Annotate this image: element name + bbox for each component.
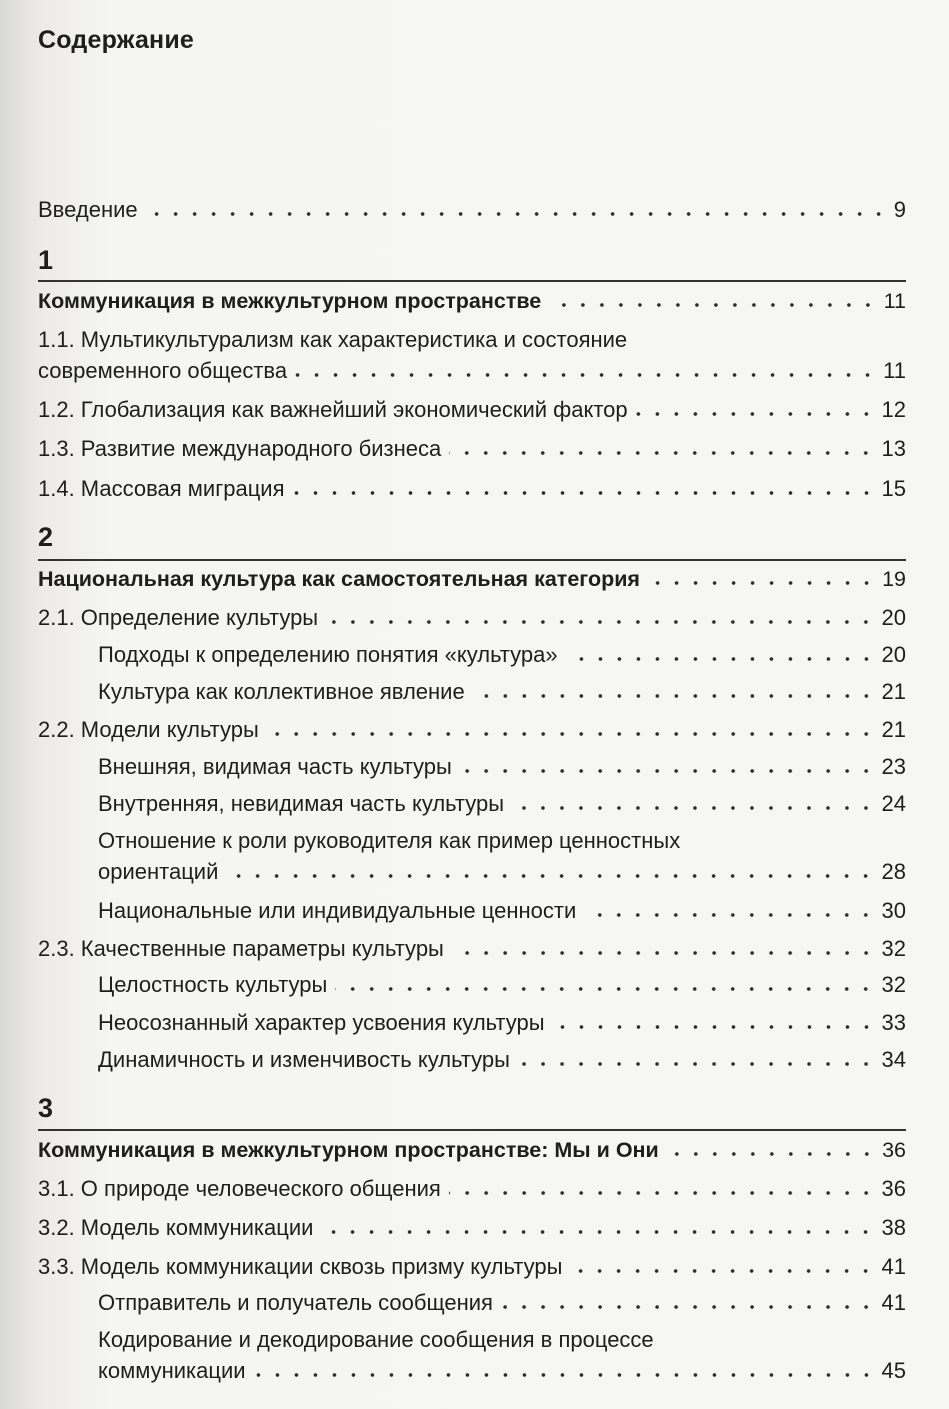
dot-leader [501,1305,876,1309]
toc-entry-label: коммуникации [98,1358,246,1383]
toc-page-number: 13 [881,436,906,461]
toc-page-number: 28 [881,859,906,884]
toc-entry-label: 2.1. Определение культуры [38,605,319,630]
dot-leader [636,412,876,416]
toc-page-number: 21 [881,717,906,742]
dot-leader [321,1230,875,1234]
dot-leader [667,1152,876,1156]
chapter-divider [38,559,906,561]
toc-entry[interactable] [38,1174,906,1204]
toc-entry[interactable] [38,1252,906,1282]
dot-leader [254,1373,876,1377]
chapter-heading-label: Национальная культура как самостоятельная категория [38,567,640,591]
toc-subentry[interactable] [98,896,906,926]
toc-page-number: 36 [881,1176,906,1201]
chapter-heading-label: Коммуникация в межкультурном пространстве: Мы и Они [38,1138,659,1162]
toc-entry-label: 1.4. Массовая миграция [38,476,285,501]
dot-leader [146,212,888,216]
toc-entry[interactable] [38,715,906,745]
dot-leader [267,732,876,736]
toc-entry-label: Динамичность и изменчивость культуры [98,1047,510,1072]
toc-page-number: 32 [881,972,906,997]
toc-entry-label: Внешняя, видимая часть культуры [98,754,452,779]
dot-leader [449,451,875,455]
chapter-number: 1 [38,245,54,275]
toc-subentry[interactable] [98,1288,906,1318]
dot-leader [473,694,876,698]
page-title: Содержание [38,26,195,54]
toc-entry-label: 2.3. Качественные параметры культуры [38,936,444,961]
chapter-number: 2 [38,522,54,552]
dot-leader [584,913,875,917]
toc-subentry-first-line[interactable]: Отношение к роли руководителя как пример ценностных [98,828,681,853]
dot-leader [293,491,876,495]
toc-entry-intro[interactable] [38,195,906,225]
toc-subentry[interactable] [98,1356,906,1386]
toc-page-number: 24 [881,791,906,816]
toc-entry-label: Внутренняя, невидимая часть культуры [98,791,505,816]
chapter-number: 3 [38,1093,54,1123]
toc-entry-label: ориентаций [98,859,219,884]
toc-subentry[interactable] [98,1008,906,1038]
toc-page-number: 36 [882,1138,906,1162]
toc-page-number: 34 [881,1047,906,1072]
dot-leader [648,581,876,585]
toc-page-number: 11 [883,358,906,383]
toc-entry-label: 3.2. Модель коммуникации [38,1215,314,1240]
toc-entry[interactable] [38,1213,906,1243]
dot-leader [512,806,875,810]
toc-page-number: 12 [881,397,906,422]
toc-page-number: 21 [881,679,906,704]
toc-subentry[interactable] [98,970,906,1000]
toc-entry-label: 3.3. Модель коммуникации сквозь призму культуры [38,1254,563,1279]
toc-page-number: 33 [881,1010,906,1035]
toc-entry-first-line[interactable]: 1.1. Мультикультурализм как характеристика и состояние [38,327,628,352]
toc-subentry[interactable] [98,857,906,887]
toc-page-number: 9 [893,197,906,222]
toc-entry-label: 2.2. Модели культуры [38,717,259,742]
toc-entry[interactable] [38,603,906,633]
toc-subentry-first-line[interactable]: Кодирование и декодирование сообщения в процессе [98,1327,654,1352]
dot-leader [518,1062,876,1066]
dot-leader [449,1191,876,1195]
toc-page-number: 41 [881,1254,906,1279]
toc-entry[interactable] [38,474,906,504]
toc-entry-label: Отправитель и получатель сообщения [98,1290,493,1315]
dot-leader [570,1269,875,1273]
chapter-divider [38,280,906,282]
dot-leader [226,874,875,878]
dot-leader [549,303,877,307]
chapter-heading-label: Коммуникация в межкультурном пространстве [38,289,542,313]
toc-entry-label: Культура как коллективное явление [98,679,465,704]
toc-subentry[interactable] [98,677,906,707]
toc-subentry[interactable] [98,752,906,782]
toc-page-number: 41 [881,1290,906,1315]
toc-entry-label: современного общества [38,358,288,383]
toc-subentry[interactable] [98,789,906,819]
toc-page-number: 15 [881,476,906,501]
toc-page-number: 23 [881,754,906,779]
toc-page-number: 11 [883,289,906,313]
toc-entry-label: Подходы к определению понятия «культура» [98,642,558,667]
dot-leader [553,1025,876,1029]
toc-subentry[interactable] [98,640,906,670]
toc-entry[interactable] [38,356,906,386]
toc-entry-label: Национальные или индивидуальные ценности [98,898,577,923]
toc-entry[interactable] [38,934,906,964]
toc-entry[interactable] [38,395,906,425]
toc-page-number: 19 [882,567,906,591]
toc-page-number: 30 [881,898,906,923]
toc-entry-label: Неосознанный характер усвоения культуры [98,1010,545,1035]
dot-leader [566,657,876,661]
toc-page-number: 45 [881,1358,906,1383]
toc-subentry[interactable] [98,1045,906,1075]
toc-entry-label: 3.1. О природе человеческого общения [38,1176,441,1201]
toc-page-number: 20 [881,642,906,667]
toc-entry-label: Введение [38,197,138,222]
chapter-heading[interactable] [38,286,906,316]
dot-leader [335,987,875,991]
toc-page-number: 32 [881,936,906,961]
toc-entry[interactable] [38,434,906,464]
dot-leader [460,769,876,773]
chapter-divider [38,1129,906,1131]
toc-page-number: 20 [881,605,906,630]
chapter-heading[interactable] [38,564,906,594]
dot-leader [326,620,875,624]
dot-leader [295,373,877,377]
chapter-heading[interactable] [38,1135,906,1165]
toc-entry-label: 1.2. Глобализация как важнейший экономический фактор [38,397,628,422]
dot-leader [452,951,876,955]
toc-entry-label: Целостность культуры [98,972,328,997]
toc-entry-label: 1.3. Развитие международного бизнеса [38,436,442,461]
toc-page-number: 38 [881,1215,906,1240]
